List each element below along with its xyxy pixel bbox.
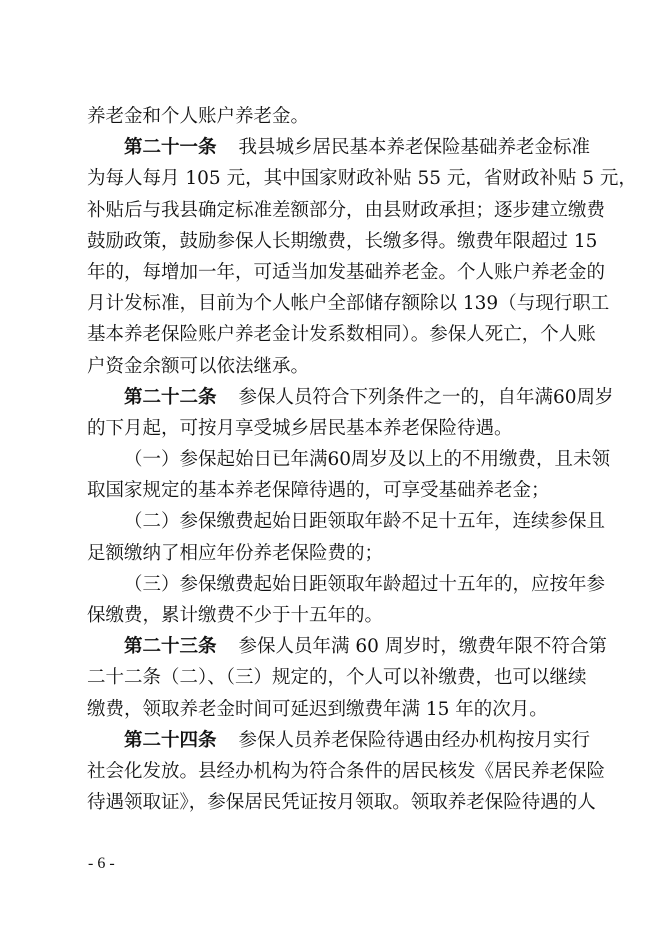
line-text: 年的，每增加一年，可适当加发基础养老金。个人账户养老金的 [87,261,606,283]
line-text: 参保人员养老保险待遇由经办机构按月实行 [238,729,591,751]
line-text: 基本养老保险账户养老金计发系数相同）。参保人死亡，个人账 [87,324,596,346]
line-text: （三）参保缴费起始日距领取年龄超过十五年的，应按年参 [124,573,606,595]
line-text: 为每人每月 105 元，其中国家财政补贴 55 元，省财政补贴 5 元， [87,168,637,190]
text-line [87,475,579,506]
line-text: 足额缴纳了相应年份养老保险费的； [87,542,384,564]
text-line [87,351,579,382]
text-line [87,756,606,787]
text-line [87,662,587,693]
text-line [87,226,598,257]
line-text: 参保人员年满 60 周岁时，缴费年限不符合第 [238,636,607,658]
line-text: 补贴后与我县确定标准差额部分，由县财政承担；逐步建立缴费 [87,199,606,221]
line-text: （二）参保缴费起始日距领取年龄不足十五年，连续参保且 [124,511,606,533]
text-line [87,694,579,725]
article-number: 第二十三条 [124,636,217,658]
article-number: 第二十一条 [124,137,217,159]
line-text: （一）参保起始日已年满60周岁及以上的不用缴费，且未领 [124,449,611,471]
line-text: 我县城乡居民基本养老保险基础养老金标准 [238,137,591,159]
article-heading-line [87,132,591,163]
line-text: 鼓励政策，鼓励参保人长期缴费，长缴多得。缴费年限超过 15 [87,230,598,252]
text-line [87,163,637,194]
text-line [87,413,579,444]
line-text: 保缴费，累计缴费不少于十五年的。 [87,605,384,626]
page-number: - 6 - [88,855,115,872]
text-line [87,101,579,132]
text-line [87,257,606,288]
line-text: 二十二条（二）、（三）规定的，个人可以补缴费，也可以继续 [87,667,587,689]
text-line [87,506,606,537]
line-text: 参保人员符合下列条件之一的，自年满60周岁 [238,386,614,408]
article-number: 第二十二条 [124,386,217,408]
text-line [87,787,596,818]
line-text: 月计发标准，目前为个人帐户全部储存额除以 139（与现行职工 [87,293,610,315]
line-text: 户资金余额可以依法继承。 [87,355,310,377]
article-heading-line [87,725,591,756]
text-line [87,195,606,226]
text-line [87,444,611,475]
text-line [87,600,579,631]
document-body [87,101,637,818]
article-number: 第二十四条 [124,729,217,751]
article-heading-line [87,631,607,662]
line-text: 的下月起，可按月享受城乡居民基本养老保险待遇。 [87,417,513,439]
text-line [87,538,579,569]
line-text: 待遇领取证》，参保居民凭证按月领取。领取养老保险待遇的人 [87,792,596,814]
line-text: 缴费，领取养老金时间可延迟到缴费年满 15 年的次月。 [87,698,548,720]
text-line [87,288,610,319]
article-heading-line [87,382,614,413]
text-line [87,569,606,600]
text-line [87,319,596,350]
line-text: 取国家规定的基本养老保障待遇的，可享受基础养老金； [87,480,550,502]
line-text: 社会化发放。县经办机构为符合条件的居民核发《居民养老保险 [87,760,606,782]
line-text: 养老金和个人账户养老金。 [87,106,310,127]
